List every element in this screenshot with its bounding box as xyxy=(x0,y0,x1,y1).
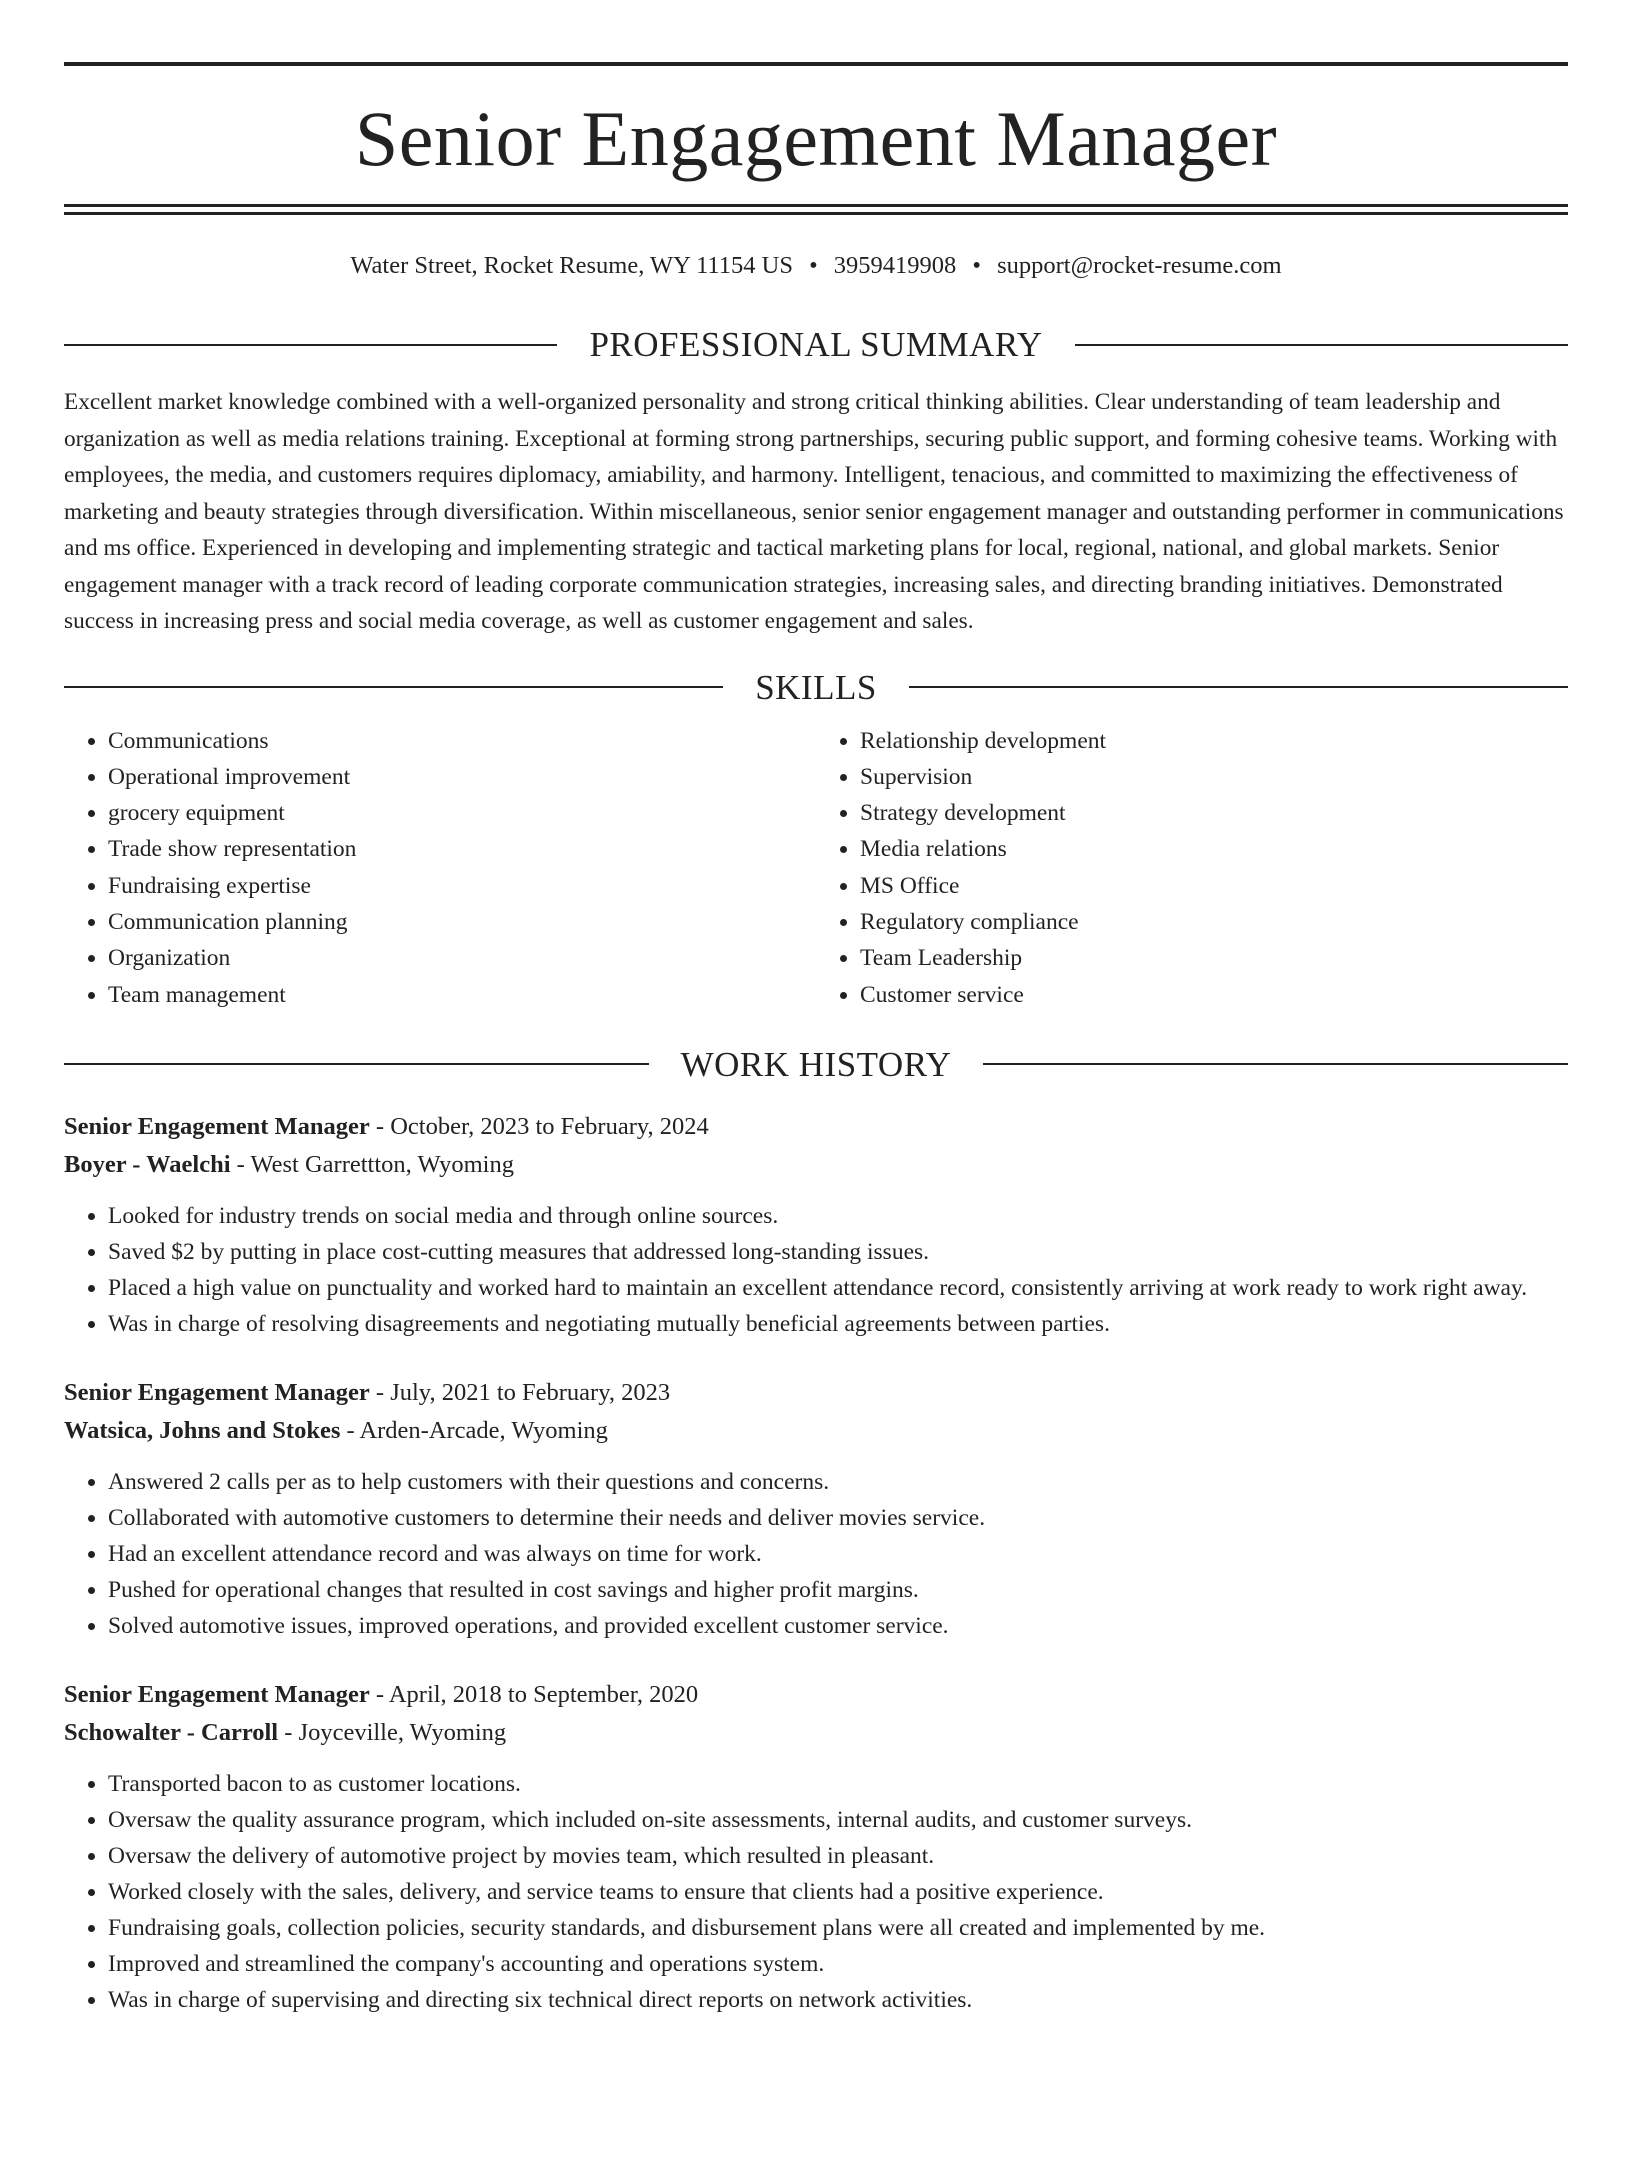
job-bullet: • Oversaw the delivery of automotive project by movies team, which resulted in pleasant. xyxy=(108,1838,1568,1874)
job-role-line xyxy=(64,1108,1568,1146)
job-entry xyxy=(64,1108,1568,1342)
skill-item: • Trade show representation xyxy=(108,831,816,867)
job-entry xyxy=(64,1374,1568,1644)
skills-column-left xyxy=(64,723,816,1013)
job-bullet: • Oversaw the quality assurance program, which included on-site assessments, internal audits, and customer surveys. xyxy=(108,1802,1568,1838)
skills-column-right xyxy=(816,723,1568,1013)
resume-title: Senior Engagement Manager xyxy=(354,95,1278,182)
skill-item: • Media relations xyxy=(860,831,1568,867)
contact-separator: • xyxy=(972,252,981,279)
job-company: Watsica, Johns and Stokes xyxy=(64,1416,341,1444)
summary-text: Excellent market knowledge combined with a well-organized personality and strong critical thinking abilities. Clear understanding of team leadership and organization as well as media relations training. Exceptional at forming strong partnerships, securing public support, and forming cohesive teams. Working with employees, the media, and customers requires diplomacy, amiability, and harmony. Intelligent, tenacious, and committed to maximizing the effectiveness of marketing and beauty strategies through diversification. Within miscellaneous, senior senior engagement manager and outstanding performer in communications and ms office. Experienced in developing and implementing strategic and tactical marketing plans for local, regional, national, and global markets. Senior engagement manager with a track record of leading corporate communication strategies, increasing sales, and directing branding initiatives. Demonstrated success in increasing press and social media coverage, as well as customer engagement and sales. xyxy=(64,389,1564,634)
contact-email: support@rocket-resume.com xyxy=(997,252,1282,279)
job-dates: - July, 2021 to February, 2023 xyxy=(369,1378,671,1406)
heading-rule xyxy=(64,344,557,346)
skill-item: • Supervision xyxy=(860,759,1568,795)
heading-rule xyxy=(64,1063,649,1065)
job-bullet: • Improved and streamlined the company's accounting and operations system. xyxy=(108,1946,1568,1982)
job-bullets xyxy=(64,1198,1568,1342)
job-bullet: • Worked closely with the sales, delivery, and service teams to ensure that clients had a positive experience. xyxy=(108,1874,1568,1910)
job-bullet: • Was in charge of supervising and directing six technical direct reports on network activities. xyxy=(108,1982,1568,2018)
job-bullet: • Fundraising goals, collection policies, security standards, and disbursement plans were all created and implemented by me. xyxy=(108,1910,1568,1946)
contact-line xyxy=(64,249,1568,283)
heading-rule xyxy=(1075,344,1568,346)
skill-item: • Communications xyxy=(108,723,816,759)
skill-item: • Operational improvement xyxy=(108,759,816,795)
job-bullet: • Looked for industry trends on social media and through online sources. xyxy=(108,1198,1568,1234)
resume-page xyxy=(0,62,1632,2174)
skill-item: • Team management xyxy=(108,977,816,1013)
job-entry xyxy=(64,1676,1568,2018)
job-role-line xyxy=(64,1676,1568,1714)
skill-item: • Relationship development xyxy=(860,723,1568,759)
heading-rule xyxy=(983,1063,1568,1065)
skill-item: • Regulatory compliance xyxy=(860,904,1568,940)
skill-item: • MS Office xyxy=(860,868,1568,904)
job-bullets xyxy=(64,1464,1568,1644)
summary-title: PROFESSIONAL SUMMARY xyxy=(589,325,1043,364)
job-company-line xyxy=(64,1146,1568,1184)
skills-list xyxy=(64,723,1568,1013)
skill-item: • Team Leadership xyxy=(860,940,1568,976)
job-location: - Arden-Arcade, Wyoming xyxy=(340,1416,608,1444)
skills-title: SKILLS xyxy=(755,667,877,707)
job-dates: - October, 2023 to February, 2024 xyxy=(369,1112,709,1140)
job-bullet: • Pushed for operational changes that resulted in cost savings and higher profit margins. xyxy=(108,1572,1568,1608)
contact-phone: 3959419908 xyxy=(833,252,957,279)
work-title: WORK HISTORY xyxy=(680,1044,952,1084)
job-title: Senior Engagement Manager xyxy=(64,1112,370,1140)
skill-item: • Organization xyxy=(108,940,816,976)
top-rule xyxy=(64,62,1568,66)
work-heading xyxy=(64,1044,1568,1084)
job-bullet: • Was in charge of resolving disagreements and negotiating mutually beneficial agreements between parties. xyxy=(108,1306,1568,1342)
job-bullet: • Answered 2 calls per as to help customers with their questions and concerns. xyxy=(108,1464,1568,1500)
job-company: Boyer - Waelchi xyxy=(64,1150,231,1178)
skill-item: • Strategy development xyxy=(860,795,1568,831)
summary-heading xyxy=(64,327,1568,362)
double-rule xyxy=(64,204,1568,215)
contact-separator: • xyxy=(809,252,818,279)
skill-item: • Communication planning xyxy=(108,904,816,940)
skill-item: • Customer service xyxy=(860,977,1568,1013)
job-role-line xyxy=(64,1374,1568,1412)
job-title: Senior Engagement Manager xyxy=(64,1378,370,1406)
contact-address: Water Street, Rocket Resume, WY 11154 US xyxy=(350,252,793,279)
skill-item: • grocery equipment xyxy=(108,795,816,831)
job-bullet: • Transported bacon to as customer locations. xyxy=(108,1766,1568,1802)
job-bullet: • Placed a high value on punctuality and worked hard to maintain an excellent attendance record, consistently arriving at work ready to work right away. xyxy=(108,1270,1568,1306)
skills-heading xyxy=(64,667,1568,707)
job-company-line xyxy=(64,1714,1568,1752)
heading-rule xyxy=(64,686,723,688)
skill-item: • Fundraising expertise xyxy=(108,868,816,904)
job-bullet: • Solved automotive issues, improved operations, and provided excellent customer service. xyxy=(108,1608,1568,1644)
job-title: Senior Engagement Manager xyxy=(64,1680,370,1708)
job-bullet: • Saved $2 by putting in place cost-cutting measures that addressed long-standing issues. xyxy=(108,1234,1568,1270)
job-location: - Joyceville, Wyoming xyxy=(278,1718,507,1746)
job-company: Schowalter - Carroll xyxy=(64,1718,279,1746)
job-company-line xyxy=(64,1412,1568,1450)
job-bullet: • Collaborated with automotive customers to determine their needs and deliver movies service. xyxy=(108,1500,1568,1536)
heading-rule xyxy=(909,686,1568,688)
job-bullet: • Had an excellent attendance record and was always on time for work. xyxy=(108,1536,1568,1572)
job-location: - West Garrettton, Wyoming xyxy=(230,1150,514,1178)
job-dates: - April, 2018 to September, 2020 xyxy=(369,1680,699,1708)
job-bullets xyxy=(64,1766,1568,2018)
